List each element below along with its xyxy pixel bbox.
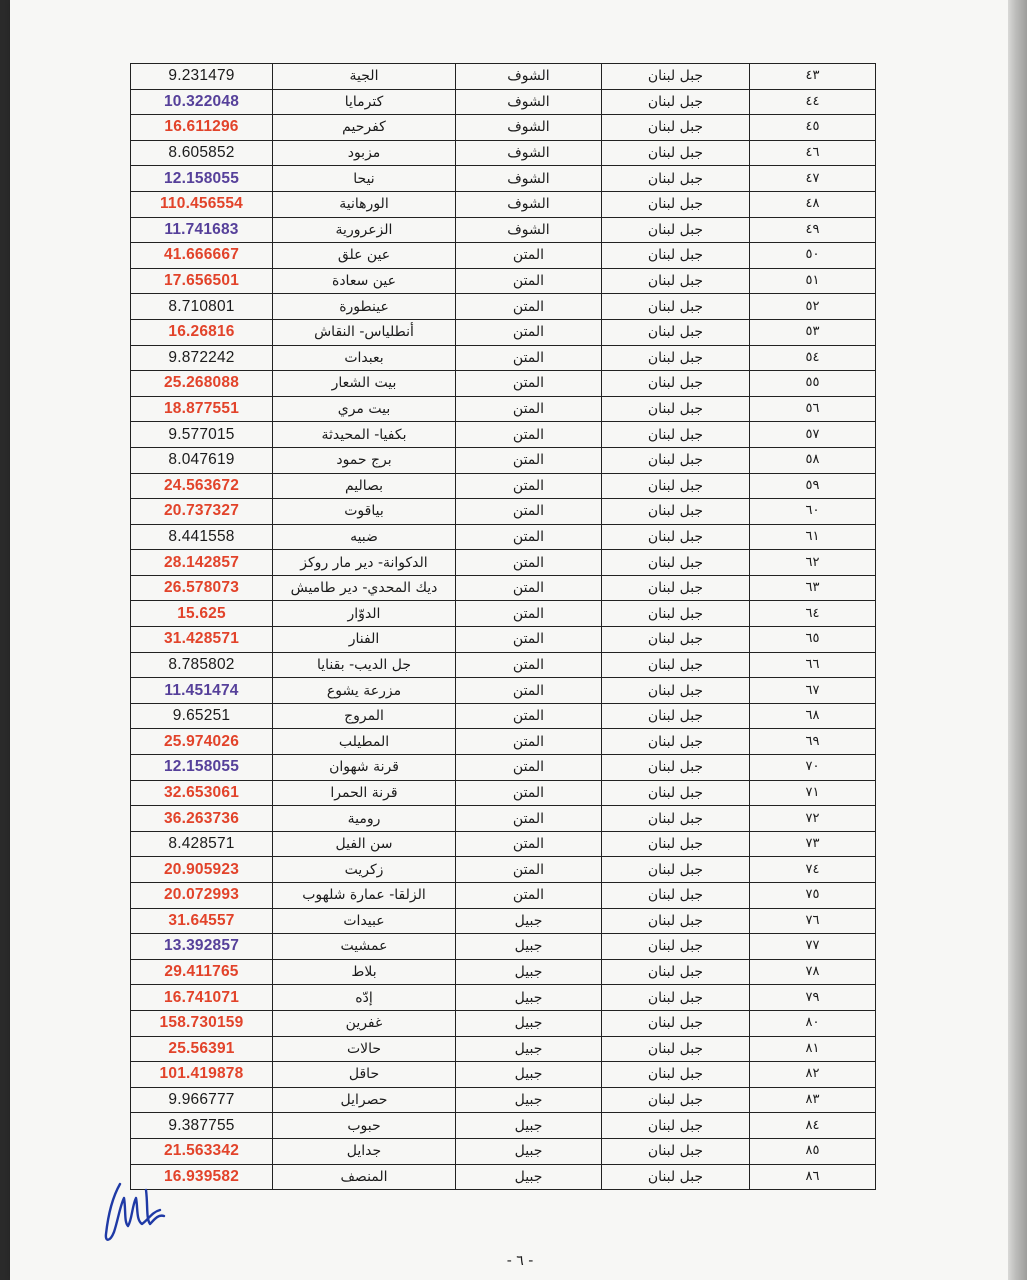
district-cell: المتن — [456, 678, 602, 704]
table-row — [131, 575, 876, 601]
value-cell: 31.64557 — [131, 908, 273, 934]
town-cell: مزرعة يشوع — [273, 678, 456, 704]
value-cell: 9.966777 — [131, 1087, 273, 1113]
district-cell: المتن — [456, 601, 602, 627]
row-number-cell: ٥٢ — [750, 294, 876, 320]
governorate-cell: جبل لبنان — [602, 1138, 750, 1164]
page-number: - ٦ - — [506, 1253, 534, 1269]
value-cell: 110.456554 — [131, 191, 273, 217]
value-cell: 36.263736 — [131, 806, 273, 832]
value-cell: 12.158055 — [131, 166, 273, 192]
town-cell: بكفيا- المحيدثة — [273, 422, 456, 448]
governorate-cell: جبل لبنان — [602, 678, 750, 704]
governorate-cell: جبل لبنان — [602, 191, 750, 217]
town-cell: حاقل — [273, 1062, 456, 1088]
row-number-cell: ٨٢ — [750, 1062, 876, 1088]
row-number-cell: ٧٨ — [750, 959, 876, 985]
district-cell: المتن — [456, 345, 602, 371]
value-cell: 17.656501 — [131, 268, 273, 294]
table-row — [131, 319, 876, 345]
district-cell: المتن — [456, 729, 602, 755]
town-cell: عين علق — [273, 243, 456, 269]
governorate-cell: جبل لبنان — [602, 319, 750, 345]
district-cell: جبيل — [456, 1138, 602, 1164]
table-row — [131, 140, 876, 166]
district-cell: المتن — [456, 319, 602, 345]
table-row — [131, 1113, 876, 1139]
district-cell: المتن — [456, 294, 602, 320]
row-number-cell: ٦٣ — [750, 575, 876, 601]
row-number-cell: ٨١ — [750, 1036, 876, 1062]
governorate-cell: جبل لبنان — [602, 217, 750, 243]
governorate-cell: جبل لبنان — [602, 447, 750, 473]
district-cell: الشوف — [456, 191, 602, 217]
town-cell: عمشيت — [273, 934, 456, 960]
row-number-cell: ٧٩ — [750, 985, 876, 1011]
row-number-cell: ٤٤ — [750, 89, 876, 115]
town-cell: جدايل — [273, 1138, 456, 1164]
value-cell: 9.577015 — [131, 422, 273, 448]
town-cell: مزبود — [273, 140, 456, 166]
town-cell: رومية — [273, 806, 456, 832]
town-cell: إدّه — [273, 985, 456, 1011]
table-row — [131, 499, 876, 525]
district-cell: المتن — [456, 243, 602, 269]
table-row — [131, 1164, 876, 1190]
table-row — [131, 1062, 876, 1088]
table-row — [131, 473, 876, 499]
value-cell: 29.411765 — [131, 959, 273, 985]
value-cell: 28.142857 — [131, 550, 273, 576]
town-cell: الزعرورية — [273, 217, 456, 243]
table-row — [131, 422, 876, 448]
row-number-cell: ٥٩ — [750, 473, 876, 499]
row-number-cell: ٤٨ — [750, 191, 876, 217]
governorate-cell: جبل لبنان — [602, 755, 750, 781]
row-number-cell: ٦٩ — [750, 729, 876, 755]
row-number-cell: ٥٦ — [750, 396, 876, 422]
governorate-cell: جبل لبنان — [602, 422, 750, 448]
row-number-cell: ٦٧ — [750, 678, 876, 704]
table-row — [131, 345, 876, 371]
town-cell: حبوب — [273, 1113, 456, 1139]
row-number-cell: ٤٧ — [750, 166, 876, 192]
table-row — [131, 985, 876, 1011]
document-page — [10, 0, 1008, 1280]
row-number-cell: ٦٦ — [750, 652, 876, 678]
district-cell: الشوف — [456, 115, 602, 141]
row-number-cell: ٦٨ — [750, 703, 876, 729]
row-number-cell: ٦٢ — [750, 550, 876, 576]
row-number-cell: ٧١ — [750, 780, 876, 806]
district-cell: المتن — [456, 883, 602, 909]
district-cell: جبيل — [456, 1164, 602, 1190]
district-cell: المتن — [456, 806, 602, 832]
row-number-cell: ٤٩ — [750, 217, 876, 243]
town-cell: حالات — [273, 1036, 456, 1062]
table-row — [131, 831, 876, 857]
table-row — [131, 371, 876, 397]
district-cell: المتن — [456, 396, 602, 422]
district-cell: الشوف — [456, 89, 602, 115]
town-cell: عين سعادة — [273, 268, 456, 294]
row-number-cell: ٥٥ — [750, 371, 876, 397]
table-row — [131, 524, 876, 550]
table-row — [131, 294, 876, 320]
value-cell: 18.877551 — [131, 396, 273, 422]
district-cell: المتن — [456, 755, 602, 781]
value-cell: 9.65251 — [131, 703, 273, 729]
row-number-cell: ٨٠ — [750, 1010, 876, 1036]
town-cell: عينطورة — [273, 294, 456, 320]
district-cell: المتن — [456, 627, 602, 653]
value-cell: 32.653061 — [131, 780, 273, 806]
row-number-cell: ٦٥ — [750, 627, 876, 653]
value-cell: 11.451474 — [131, 678, 273, 704]
district-cell: المتن — [456, 524, 602, 550]
town-cell: الجية — [273, 64, 456, 90]
town-cell: بلاط — [273, 959, 456, 985]
town-cell: بيت مري — [273, 396, 456, 422]
row-number-cell: ٦٤ — [750, 601, 876, 627]
district-cell: الشوف — [456, 64, 602, 90]
town-cell: الدوّار — [273, 601, 456, 627]
value-cell: 8.428571 — [131, 831, 273, 857]
town-cell: كترمايا — [273, 89, 456, 115]
table-row — [131, 908, 876, 934]
value-cell: 11.741683 — [131, 217, 273, 243]
value-cell: 31.428571 — [131, 627, 273, 653]
governorate-cell: جبل لبنان — [602, 499, 750, 525]
governorate-cell: جبل لبنان — [602, 780, 750, 806]
town-cell: الدكوانة- دير مار روكز — [273, 550, 456, 576]
table-row — [131, 729, 876, 755]
value-cell: 101.419878 — [131, 1062, 273, 1088]
town-cell: بياقوت — [273, 499, 456, 525]
table-row — [131, 806, 876, 832]
value-cell: 41.666667 — [131, 243, 273, 269]
district-cell: جبيل — [456, 985, 602, 1011]
governorate-cell: جبل لبنان — [602, 166, 750, 192]
row-number-cell: ٥٤ — [750, 345, 876, 371]
district-cell: المتن — [456, 473, 602, 499]
row-number-cell: ٧٣ — [750, 831, 876, 857]
value-cell: 20.905923 — [131, 857, 273, 883]
town-cell: أنطلياس- النقاش — [273, 319, 456, 345]
row-number-cell: ٨٦ — [750, 1164, 876, 1190]
district-cell: المتن — [456, 575, 602, 601]
value-cell: 9.872242 — [131, 345, 273, 371]
table-row — [131, 64, 876, 90]
value-cell: 8.047619 — [131, 447, 273, 473]
value-cell: 8.710801 — [131, 294, 273, 320]
table-row — [131, 678, 876, 704]
row-number-cell: ٦١ — [750, 524, 876, 550]
table-row — [131, 883, 876, 909]
value-cell: 10.322048 — [131, 89, 273, 115]
governorate-cell: جبل لبنان — [602, 1010, 750, 1036]
district-cell: المتن — [456, 371, 602, 397]
value-cell: 8.605852 — [131, 140, 273, 166]
value-cell: 158.730159 — [131, 1010, 273, 1036]
table-row — [131, 780, 876, 806]
table-row — [131, 601, 876, 627]
governorate-cell: جبل لبنان — [602, 115, 750, 141]
governorate-cell: جبل لبنان — [602, 831, 750, 857]
town-cell: عبيدات — [273, 908, 456, 934]
district-cell: المتن — [456, 652, 602, 678]
district-cell: جبيل — [456, 959, 602, 985]
governorate-cell: جبل لبنان — [602, 473, 750, 499]
row-number-cell: ٧٤ — [750, 857, 876, 883]
district-cell: الشوف — [456, 166, 602, 192]
governorate-cell: جبل لبنان — [602, 959, 750, 985]
governorate-cell: جبل لبنان — [602, 627, 750, 653]
table-row — [131, 166, 876, 192]
town-cell: نيحا — [273, 166, 456, 192]
row-number-cell: ٥٣ — [750, 319, 876, 345]
town-cell: بعبدات — [273, 345, 456, 371]
town-cell: ضبيه — [273, 524, 456, 550]
governorate-cell: جبل لبنان — [602, 1113, 750, 1139]
table-row — [131, 191, 876, 217]
town-cell: المطيلب — [273, 729, 456, 755]
table-body — [131, 64, 876, 1190]
table-row — [131, 755, 876, 781]
district-cell: جبيل — [456, 908, 602, 934]
row-number-cell: ٧٦ — [750, 908, 876, 934]
governorate-cell: جبل لبنان — [602, 652, 750, 678]
town-cell: كفرحيم — [273, 115, 456, 141]
table-row — [131, 1138, 876, 1164]
value-cell: 25.974026 — [131, 729, 273, 755]
table-row — [131, 959, 876, 985]
governorate-cell: جبل لبنان — [602, 524, 750, 550]
table-row — [131, 652, 876, 678]
town-cell: برج حمود — [273, 447, 456, 473]
value-cell: 15.625 — [131, 601, 273, 627]
town-cell: ديك المحدي- دير طاميش — [273, 575, 456, 601]
governorate-cell: جبل لبنان — [602, 1087, 750, 1113]
governorate-cell: جبل لبنان — [602, 883, 750, 909]
table-row — [131, 217, 876, 243]
governorate-cell: جبل لبنان — [602, 908, 750, 934]
town-cell: جل الديب- بقنايا — [273, 652, 456, 678]
row-number-cell: ٤٣ — [750, 64, 876, 90]
table-row — [131, 243, 876, 269]
value-cell: 13.392857 — [131, 934, 273, 960]
district-cell: المتن — [456, 780, 602, 806]
row-number-cell: ٨٣ — [750, 1087, 876, 1113]
value-cell: 20.737327 — [131, 499, 273, 525]
data-table — [130, 63, 876, 1190]
governorate-cell: جبل لبنان — [602, 934, 750, 960]
district-cell: المتن — [456, 268, 602, 294]
value-cell: 25.56391 — [131, 1036, 273, 1062]
town-cell: غفرين — [273, 1010, 456, 1036]
district-cell: الشوف — [456, 217, 602, 243]
town-cell: زكريت — [273, 857, 456, 883]
governorate-cell: جبل لبنان — [602, 1164, 750, 1190]
governorate-cell: جبل لبنان — [602, 89, 750, 115]
town-cell: الزلقا- عمارة شلهوب — [273, 883, 456, 909]
row-number-cell: ٨٤ — [750, 1113, 876, 1139]
town-cell: سن الفيل — [273, 831, 456, 857]
town-cell: قرنة شهوان — [273, 755, 456, 781]
row-number-cell: ٤٦ — [750, 140, 876, 166]
town-cell: المنصف — [273, 1164, 456, 1190]
governorate-cell: جبل لبنان — [602, 1062, 750, 1088]
district-cell: جبيل — [456, 1113, 602, 1139]
town-cell: الفنار — [273, 627, 456, 653]
town-cell: بصاليم — [273, 473, 456, 499]
value-cell: 9.387755 — [131, 1113, 273, 1139]
table-row — [131, 115, 876, 141]
value-cell: 9.231479 — [131, 64, 273, 90]
table-row — [131, 550, 876, 576]
district-cell: المتن — [456, 831, 602, 857]
value-cell: 20.072993 — [131, 883, 273, 909]
governorate-cell: جبل لبنان — [602, 268, 750, 294]
table-row — [131, 268, 876, 294]
table-row — [131, 703, 876, 729]
row-number-cell: ٧٥ — [750, 883, 876, 909]
district-cell: المتن — [456, 550, 602, 576]
district-cell: جبيل — [456, 1036, 602, 1062]
town-cell: بيت الشعار — [273, 371, 456, 397]
table-row — [131, 447, 876, 473]
governorate-cell: جبل لبنان — [602, 806, 750, 832]
table-row — [131, 627, 876, 653]
row-number-cell: ٧٠ — [750, 755, 876, 781]
row-number-cell: ٧٢ — [750, 806, 876, 832]
governorate-cell: جبل لبنان — [602, 345, 750, 371]
table-row — [131, 89, 876, 115]
value-cell: 25.268088 — [131, 371, 273, 397]
district-cell: جبيل — [456, 1062, 602, 1088]
page-edge — [1008, 0, 1027, 1280]
row-number-cell: ٨٥ — [750, 1138, 876, 1164]
town-cell: الورهانية — [273, 191, 456, 217]
value-cell: 16.26816 — [131, 319, 273, 345]
value-cell: 12.158055 — [131, 755, 273, 781]
district-cell: المتن — [456, 422, 602, 448]
district-cell: المتن — [456, 857, 602, 883]
district-cell: الشوف — [456, 140, 602, 166]
value-cell: 16.611296 — [131, 115, 273, 141]
table-row — [131, 1087, 876, 1113]
district-cell: المتن — [456, 703, 602, 729]
table-row — [131, 1010, 876, 1036]
governorate-cell: جبل لبنان — [602, 729, 750, 755]
row-number-cell: ٦٠ — [750, 499, 876, 525]
table-row — [131, 934, 876, 960]
district-cell: جبيل — [456, 1010, 602, 1036]
district-cell: المتن — [456, 499, 602, 525]
value-cell: 8.441558 — [131, 524, 273, 550]
value-cell: 8.785802 — [131, 652, 273, 678]
signature-icon — [102, 1176, 172, 1248]
governorate-cell: جبل لبنان — [602, 64, 750, 90]
district-cell: المتن — [456, 447, 602, 473]
governorate-cell: جبل لبنان — [602, 140, 750, 166]
district-cell: جبيل — [456, 1087, 602, 1113]
row-number-cell: ٥٧ — [750, 422, 876, 448]
governorate-cell: جبل لبنان — [602, 243, 750, 269]
governorate-cell: جبل لبنان — [602, 371, 750, 397]
governorate-cell: جبل لبنان — [602, 857, 750, 883]
table-row — [131, 1036, 876, 1062]
governorate-cell: جبل لبنان — [602, 550, 750, 576]
town-cell: قرنة الحمرا — [273, 780, 456, 806]
district-cell: جبيل — [456, 934, 602, 960]
value-cell: 16.939582 — [131, 1164, 273, 1190]
governorate-cell: جبل لبنان — [602, 703, 750, 729]
value-cell: 26.578073 — [131, 575, 273, 601]
governorate-cell: جبل لبنان — [602, 396, 750, 422]
governorate-cell: جبل لبنان — [602, 1036, 750, 1062]
value-cell: 21.563342 — [131, 1138, 273, 1164]
row-number-cell: ٥٨ — [750, 447, 876, 473]
value-cell: 16.741071 — [131, 985, 273, 1011]
row-number-cell: ٥٠ — [750, 243, 876, 269]
row-number-cell: ٤٥ — [750, 115, 876, 141]
governorate-cell: جبل لبنان — [602, 294, 750, 320]
governorate-cell: جبل لبنان — [602, 985, 750, 1011]
row-number-cell: ٧٧ — [750, 934, 876, 960]
value-cell: 24.563672 — [131, 473, 273, 499]
town-cell: المروج — [273, 703, 456, 729]
governorate-cell: جبل لبنان — [602, 601, 750, 627]
table-row — [131, 857, 876, 883]
town-cell: حصرايل — [273, 1087, 456, 1113]
governorate-cell: جبل لبنان — [602, 575, 750, 601]
table-row — [131, 396, 876, 422]
row-number-cell: ٥١ — [750, 268, 876, 294]
